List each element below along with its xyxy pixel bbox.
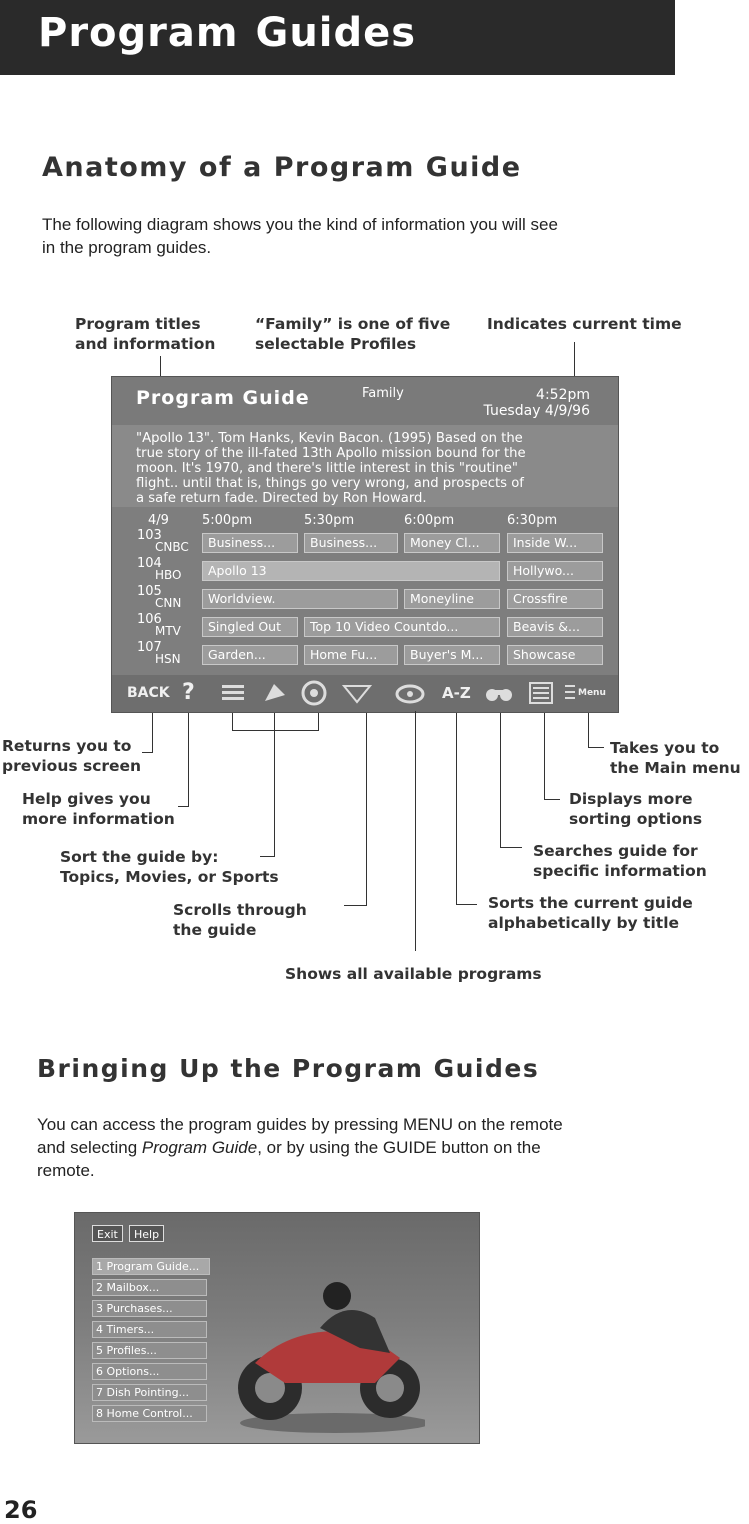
- menu-item-label: Program Guide...: [106, 1260, 200, 1273]
- description-line: true story of the ill-fated 13th Apollo mission bound for the: [136, 446, 526, 461]
- menu-item-number: 2: [96, 1281, 103, 1294]
- channel-number: 105: [137, 584, 162, 599]
- leader-line: [456, 713, 457, 905]
- callout-text: Topics, Movies, or Sports: [60, 868, 279, 886]
- menu-item-purchases[interactable]: [92, 1300, 207, 1317]
- menu-item-number: 3: [96, 1302, 103, 1315]
- leader-line: [588, 747, 604, 748]
- all-programs-icon[interactable]: [394, 680, 426, 706]
- anatomy-intro-line2: in the program guides.: [42, 238, 212, 257]
- guide-title: Program Guide: [136, 387, 310, 409]
- channel-name: HBO: [155, 568, 182, 582]
- menu-item-label: Profiles...: [106, 1344, 157, 1357]
- menu-item-program-guide[interactable]: [92, 1258, 210, 1275]
- az-sort-button[interactable]: A-Z: [442, 684, 471, 702]
- leader-line: [260, 856, 275, 857]
- menu-item-label: Mailbox...: [106, 1281, 160, 1294]
- leader-line: [544, 713, 545, 800]
- program-cell[interactable]: Buyer's M...: [404, 645, 500, 665]
- callout-text: Program titles: [75, 315, 201, 333]
- main-menu-screenshot: [74, 1212, 480, 1444]
- leader-line: [415, 711, 416, 951]
- guide-date: Tuesday 4/9/96: [483, 403, 590, 419]
- menu-item-number: 1: [96, 1260, 103, 1273]
- leader-line: [188, 713, 189, 807]
- callout-text: “Family” is one of five: [255, 315, 451, 333]
- callout-family-profile: [255, 314, 450, 354]
- program-cell[interactable]: Top 10 Video Countdo...: [304, 617, 500, 637]
- description-line: "Apollo 13". Tom Hanks, Kevin Bacon. (1995) Based on the: [136, 431, 523, 446]
- menu-item-profiles[interactable]: [92, 1342, 207, 1359]
- menu-item-number: 8: [96, 1407, 103, 1420]
- menu-item-label: Options...: [106, 1365, 160, 1378]
- leader-line: [588, 713, 589, 748]
- program-cell[interactable]: Hollywo...: [507, 561, 603, 581]
- callout-sort: [60, 847, 279, 887]
- callout-more-sort: [569, 789, 702, 829]
- program-cell[interactable]: Beavis &...: [507, 617, 603, 637]
- leader-line: [456, 904, 477, 905]
- scroll-list-icon[interactable]: [220, 683, 246, 709]
- description-line: flight.. until that is, things go very wrong, and prospects of: [136, 476, 524, 491]
- program-cell-selected[interactable]: Apollo 13: [202, 561, 500, 581]
- callout-text: alphabetically by title: [488, 914, 680, 932]
- menu-button[interactable]: Menu: [578, 688, 606, 698]
- leader-line: [544, 799, 560, 800]
- callout-text: and information: [75, 335, 216, 353]
- guide-description: [136, 431, 606, 506]
- callout-help: [22, 789, 175, 829]
- callout-text: the guide: [173, 921, 257, 939]
- sports-icon[interactable]: [300, 680, 328, 706]
- program-cell[interactable]: Money Cl...: [404, 533, 500, 553]
- bringing-line3: remote.: [37, 1161, 95, 1180]
- header-bar: [0, 0, 675, 75]
- program-cell[interactable]: Business...: [304, 533, 398, 553]
- bringing-line2-em: Program Guide: [141, 1138, 258, 1157]
- exit-button[interactable]: Exit: [92, 1225, 123, 1242]
- callout-text: Shows all available programs: [285, 965, 542, 983]
- callout-current-time: [487, 314, 682, 334]
- callout-scrolls: [173, 900, 307, 940]
- bringing-line2-pre: and selecting: [37, 1138, 142, 1157]
- menu-icon[interactable]: [564, 681, 576, 707]
- callout-text: Help gives you: [22, 790, 151, 808]
- description-line: a safe return fade. Directed by Ron Howard.: [136, 491, 427, 506]
- callout-main-menu: [610, 738, 741, 778]
- program-cell[interactable]: Garden...: [202, 645, 298, 665]
- menu-item-mailbox[interactable]: [92, 1279, 207, 1296]
- callout-alpha: [488, 893, 693, 933]
- leader-line: [232, 713, 233, 731]
- guide-toolbar: [112, 675, 618, 712]
- grid-date: 4/9: [148, 513, 169, 528]
- channel-name: HSN: [155, 652, 181, 666]
- anatomy-heading: Anatomy of a Program Guide: [42, 152, 522, 183]
- menu-item-options[interactable]: [92, 1363, 207, 1380]
- channel-name: MTV: [155, 624, 181, 638]
- bringing-line2: [37, 1136, 563, 1159]
- time-slot: 6:30pm: [507, 513, 558, 528]
- menu-item-dish-pointing[interactable]: [92, 1384, 207, 1401]
- callout-text: previous screen: [2, 757, 142, 775]
- time-slot: 5:00pm: [202, 513, 253, 528]
- callout-text: specific information: [533, 862, 707, 880]
- channel-name: CNN: [155, 596, 182, 610]
- leader-line: [318, 713, 319, 731]
- bringing-heading: Bringing Up the Program Guides: [37, 1054, 540, 1083]
- bringing-paragraph: [37, 1113, 563, 1182]
- menu-item-number: 7: [96, 1386, 103, 1399]
- program-cell[interactable]: Worldview.: [202, 589, 398, 609]
- time-slot: 5:30pm: [304, 513, 355, 528]
- callout-text: the Main menu: [610, 759, 741, 777]
- callout-text: Takes you to: [610, 739, 720, 757]
- help-button[interactable]: Help: [129, 1225, 164, 1242]
- down-arrow-icon[interactable]: [342, 683, 372, 709]
- callout-text: Searches guide for: [533, 842, 698, 860]
- callout-search: [533, 841, 707, 881]
- program-cell[interactable]: Home Fu...: [304, 645, 398, 665]
- page-header-title: Program Guides: [38, 10, 417, 56]
- leader-line: [366, 713, 367, 906]
- binoculars-icon[interactable]: [484, 681, 514, 707]
- callout-text: Returns you to: [2, 737, 132, 755]
- topics-icon[interactable]: [262, 681, 288, 707]
- back-button[interactable]: BACK: [127, 685, 170, 701]
- menu-item-label: Purchases...: [106, 1302, 173, 1315]
- leader-line: [142, 752, 153, 753]
- leader-line: [274, 713, 275, 857]
- description-line: moon. It's 1970, and there's little interest in this "routine": [136, 461, 518, 476]
- program-guide-screen: [111, 376, 619, 713]
- menu-item-timers[interactable]: [92, 1321, 207, 1338]
- menu-item-home-control[interactable]: [92, 1405, 207, 1422]
- leader-line: [500, 713, 501, 848]
- bringing-line2-post: , or by using the GUIDE button on the: [257, 1138, 541, 1157]
- anatomy-intro: [42, 213, 558, 259]
- guide-profile: Family: [362, 386, 404, 401]
- motorcycle-rider-image: [225, 1273, 425, 1438]
- callout-text: selectable Profiles: [255, 335, 417, 353]
- anatomy-intro-line1: The following diagram shows you the kind of information you will see: [42, 215, 558, 234]
- guide-time: 4:52pm: [536, 387, 590, 403]
- program-cell[interactable]: Inside W...: [507, 533, 603, 553]
- callout-program-titles: [75, 314, 215, 354]
- leader-line: [344, 905, 367, 906]
- channel-number: 103: [137, 528, 162, 543]
- program-cell[interactable]: Singled Out: [202, 617, 298, 637]
- help-button[interactable]: ?: [182, 680, 195, 705]
- channel-name: CNBC: [155, 540, 189, 554]
- channel-number: 104: [137, 556, 162, 571]
- callout-text: more information: [22, 810, 175, 828]
- menu-item-label: Timers...: [106, 1323, 155, 1336]
- callout-text: Sorts the current guide: [488, 894, 693, 912]
- callout-text: Scrolls through: [173, 901, 307, 919]
- callout-text: Displays more: [569, 790, 693, 808]
- program-cell[interactable]: Crossfire: [507, 589, 603, 609]
- leader-line: [152, 713, 153, 753]
- guide-clock: [484, 387, 590, 419]
- callout-text: Sort the guide by:: [60, 848, 219, 866]
- program-cell[interactable]: Showcase: [507, 645, 603, 665]
- program-cell[interactable]: Business...: [202, 533, 298, 553]
- callout-text: Indicates current time: [487, 315, 682, 333]
- menu-item-number: 5: [96, 1344, 103, 1357]
- menu-item-number: 4: [96, 1323, 103, 1336]
- channel-number: 107: [137, 640, 162, 655]
- callout-text: sorting options: [569, 810, 703, 828]
- bringing-line1: You can access the program guides by pressing MENU on the remote: [37, 1115, 563, 1134]
- menu-item-label: Home Control...: [106, 1407, 193, 1420]
- menu-item-label: Dish Pointing...: [106, 1386, 190, 1399]
- program-cell[interactable]: Moneyline: [404, 589, 500, 609]
- channel-number: 106: [137, 612, 162, 627]
- leader-line: [178, 806, 189, 807]
- time-slot: 6:00pm: [404, 513, 455, 528]
- callout-returns: [2, 736, 141, 776]
- leader-line: [232, 730, 319, 731]
- page-number: 26: [4, 1496, 38, 1524]
- menu-item-number: 6: [96, 1365, 103, 1378]
- callout-shows-all: [285, 964, 542, 984]
- leader-line: [500, 847, 522, 848]
- sort-options-icon[interactable]: [528, 681, 554, 707]
